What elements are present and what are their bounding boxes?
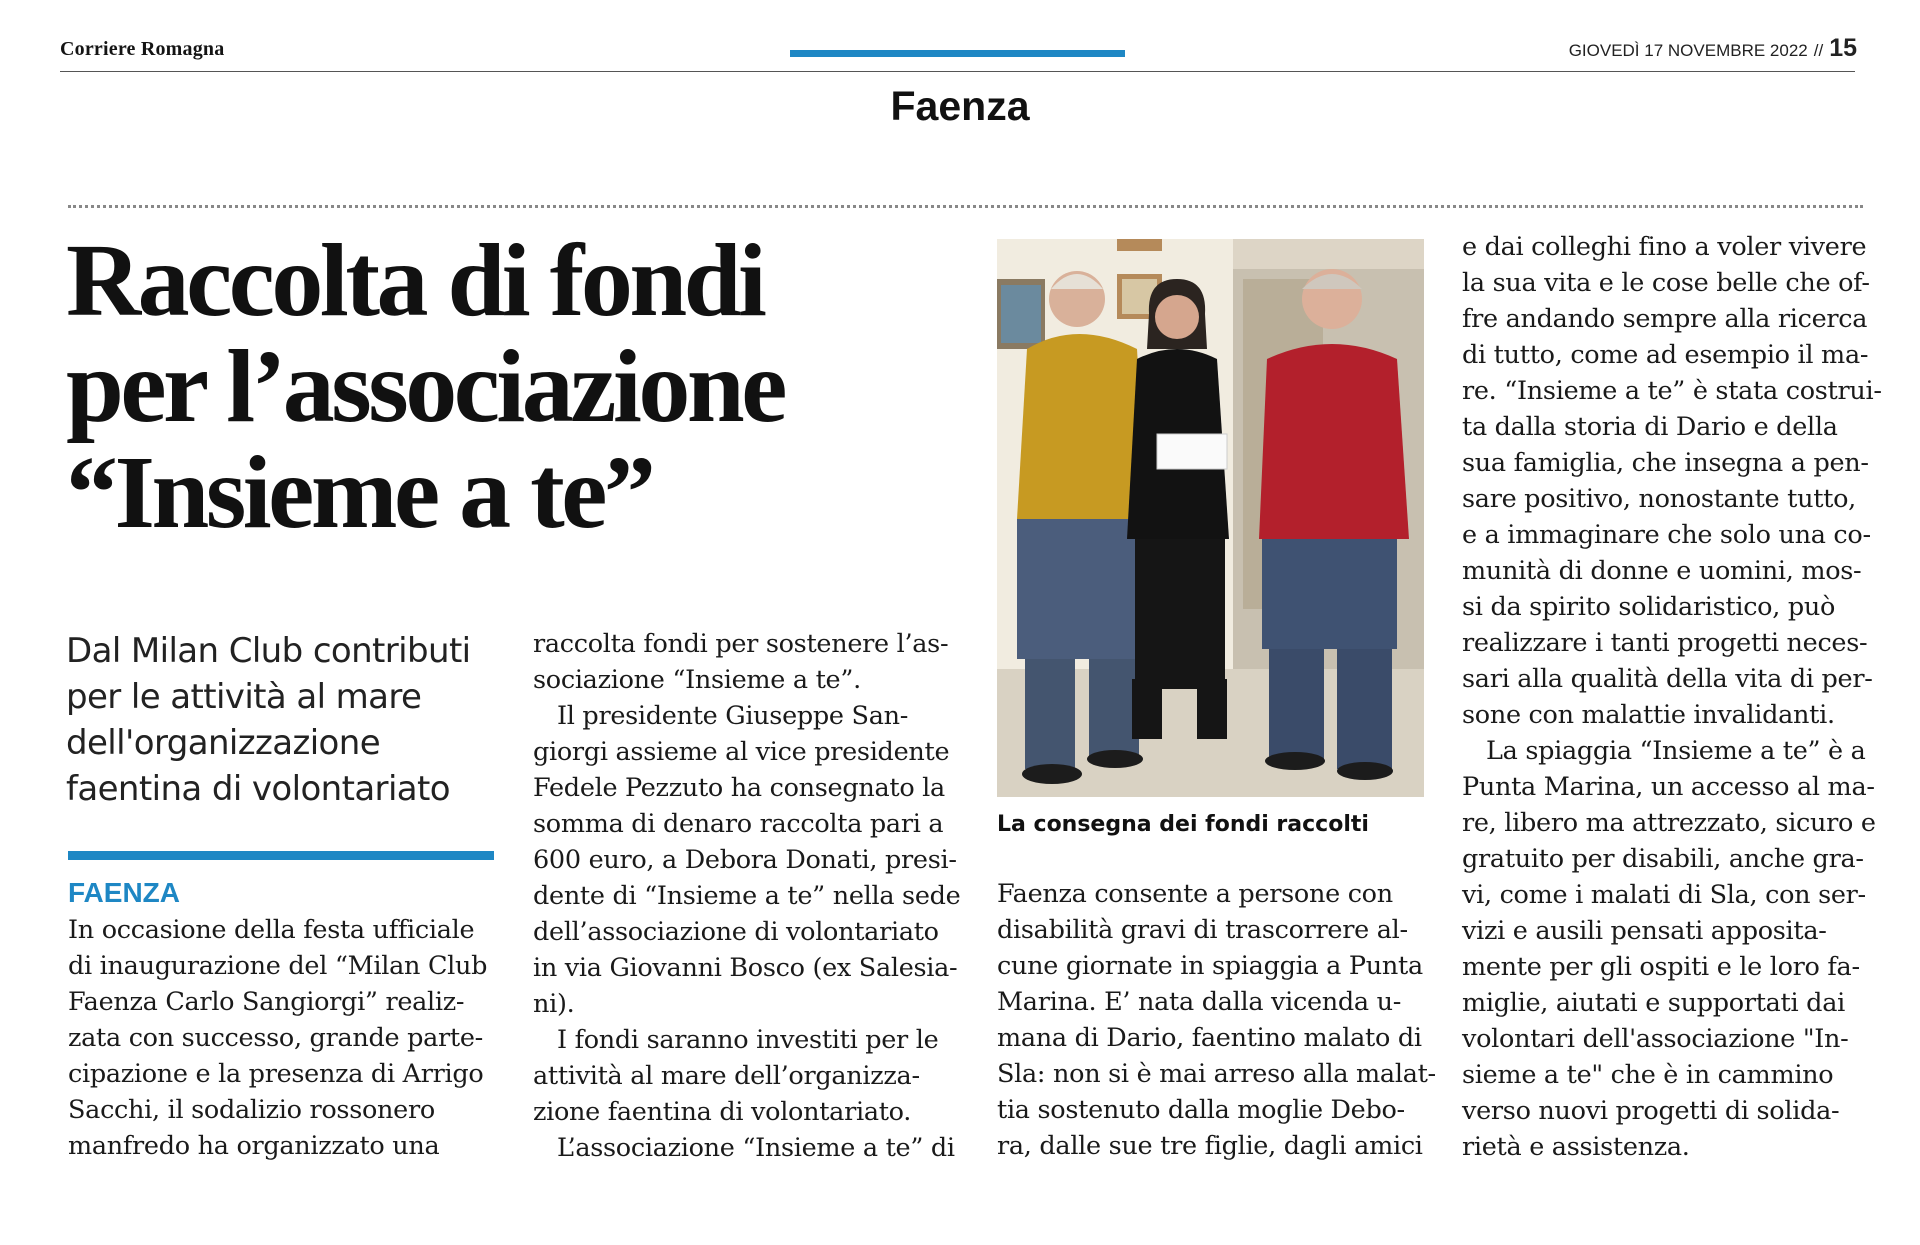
subhead-line: dell'organizzazione xyxy=(66,723,381,763)
body-line: in via Giovanni Bosco (ex Salesia- xyxy=(533,953,958,983)
issue-date: GIOVEDÌ 17 NOVEMBRE 2022 xyxy=(1568,41,1808,60)
body-line: si da spirito solidaristico, può xyxy=(1462,592,1836,622)
body-column-2 xyxy=(533,626,963,1166)
body-line: sare positivo, nonostante tutto, xyxy=(1462,484,1856,514)
section-title: Faenza xyxy=(890,83,1030,129)
body-line: Faenza consente a persone con xyxy=(997,879,1393,909)
body-line: vi, come i malati di Sla, con ser- xyxy=(1462,880,1866,910)
body-line: sociazione “Insieme a te”. xyxy=(533,665,861,695)
subhead-line: faentina di volontariato xyxy=(66,769,450,809)
body-line: zione faentina di volontariato. xyxy=(533,1097,912,1127)
body-line: Sacchi, il sodalizio rossonero xyxy=(68,1095,435,1125)
body-line: Sla: non si è mai arreso alla malat- xyxy=(997,1059,1436,1089)
headline-line: per l’associazione xyxy=(66,329,784,444)
body-line: sari alla qualità della vita di per- xyxy=(1462,664,1873,694)
body-line: dell’associazione di volontariato xyxy=(533,917,939,947)
body-line: munità di donne e uomini, mos- xyxy=(1462,556,1862,586)
body-line: dente di “Insieme a te” nella sede xyxy=(533,881,961,911)
body-line: raccolta fondi per sostenere l’as- xyxy=(533,629,949,659)
body-line: sieme a te" che è in cammino xyxy=(1462,1060,1834,1090)
body-line: tia sostenuto dalla moglie Debo- xyxy=(997,1095,1405,1125)
dateline xyxy=(1569,34,1857,63)
body-line: L’associazione “Insieme a te” di xyxy=(557,1133,955,1163)
body-line: giorgi assieme al vice presidente xyxy=(533,737,950,767)
body-line: Il presidente Giuseppe San- xyxy=(557,701,909,731)
body-line: cune giornate in spiaggia a Punta xyxy=(997,951,1423,981)
headline-line: “Insieme a te” xyxy=(66,435,653,550)
body-column-3 xyxy=(997,876,1436,1164)
subhead xyxy=(66,628,506,812)
subhead-line: Dal Milan Club contributi xyxy=(66,631,471,671)
body-line: rietà e assistenza. xyxy=(1462,1132,1690,1162)
body-line: Punta Marina, un accesso al ma- xyxy=(1462,772,1875,802)
headline xyxy=(66,223,826,550)
body-line: re, libero ma attrezzato, sicuro e xyxy=(1462,808,1876,838)
body-line: gratuito per disabili, anche gra- xyxy=(1462,844,1864,874)
body-line: vizi e ausili pensati apposita- xyxy=(1462,916,1827,946)
body-line: fre andando sempre alla ricerca xyxy=(1462,304,1868,334)
body-line: di inaugurazione del “Milan Club xyxy=(68,951,488,981)
date-separator: // xyxy=(1813,41,1824,60)
body-line: somma di denaro raccolta pari a xyxy=(533,809,944,839)
dotted-divider xyxy=(68,205,1863,208)
header-accent-bar xyxy=(790,50,1125,57)
body-line: la sua vita e le cose belle che of- xyxy=(1462,268,1870,298)
body-line: La spiaggia “Insieme a te” è a xyxy=(1486,736,1866,766)
body-line: realizzare i tanti progetti neces- xyxy=(1462,628,1868,658)
body-line: mente per gli ospiti e le loro fa- xyxy=(1462,952,1860,982)
body-line: e a immaginare che solo una co- xyxy=(1462,520,1871,550)
body-line: Marina. E’ nata dalla vicenda u- xyxy=(997,987,1402,1017)
article-photo xyxy=(997,239,1424,797)
body-line: sua famiglia, che insegna a pen- xyxy=(1462,448,1869,478)
body-line: attività al mare dell’organizza- xyxy=(533,1061,920,1091)
body-line: e dai colleghi fino a voler vivere xyxy=(1462,232,1867,262)
body-line: disabilità gravi di trascorrere al- xyxy=(997,915,1408,945)
body-line: I fondi saranno investiti per le xyxy=(557,1025,939,1055)
body-line: 600 euro, a Debora Donati, presi- xyxy=(533,845,957,875)
body-line: volontari dell'associazione "In- xyxy=(1462,1024,1849,1054)
subhead-line: per le attività al mare xyxy=(66,677,422,717)
body-line: mana di Dario, faentino malato di xyxy=(997,1023,1422,1053)
body-line: cipazione e la presenza di Arrigo xyxy=(68,1059,484,1089)
body-line: miglie, aiutati e supportati dai xyxy=(1462,988,1845,1018)
body-column-1 xyxy=(68,912,498,1164)
body-line: zata con successo, grande parte- xyxy=(68,1023,483,1053)
body-line: re. “Insieme a te” è stata costrui- xyxy=(1462,376,1882,406)
page-number: 15 xyxy=(1829,34,1857,62)
photo-illustration xyxy=(997,239,1424,797)
photo-caption: La consegna dei fondi raccolti xyxy=(997,812,1369,837)
body-line: Faenza Carlo Sangiorgi” realiz- xyxy=(68,987,465,1017)
masthead: Corriere Romagna xyxy=(60,38,225,60)
header-rule xyxy=(60,71,1855,72)
subhead-accent-bar xyxy=(68,851,494,860)
body-line: sone con malattie invalidanti. xyxy=(1462,700,1835,730)
body-column-4 xyxy=(1462,229,1892,1165)
body-line: di tutto, come ad esempio il ma- xyxy=(1462,340,1869,370)
kicker-location: FAENZA xyxy=(68,877,180,908)
body-line: ni). xyxy=(533,989,575,1019)
body-line: manfredo ha organizzato una xyxy=(68,1131,440,1161)
body-line: verso nuovi progetti di solida- xyxy=(1462,1096,1840,1126)
body-line: Fedele Pezzuto ha consegnato la xyxy=(533,773,945,803)
body-line: ra, dalle sue tre figlie, dagli amici xyxy=(997,1131,1423,1161)
body-line: In occasione della festa ufficiale xyxy=(68,915,475,945)
body-line: ta dalla storia di Dario e della xyxy=(1462,412,1838,442)
headline-line: Raccolta di fondi xyxy=(66,223,764,338)
